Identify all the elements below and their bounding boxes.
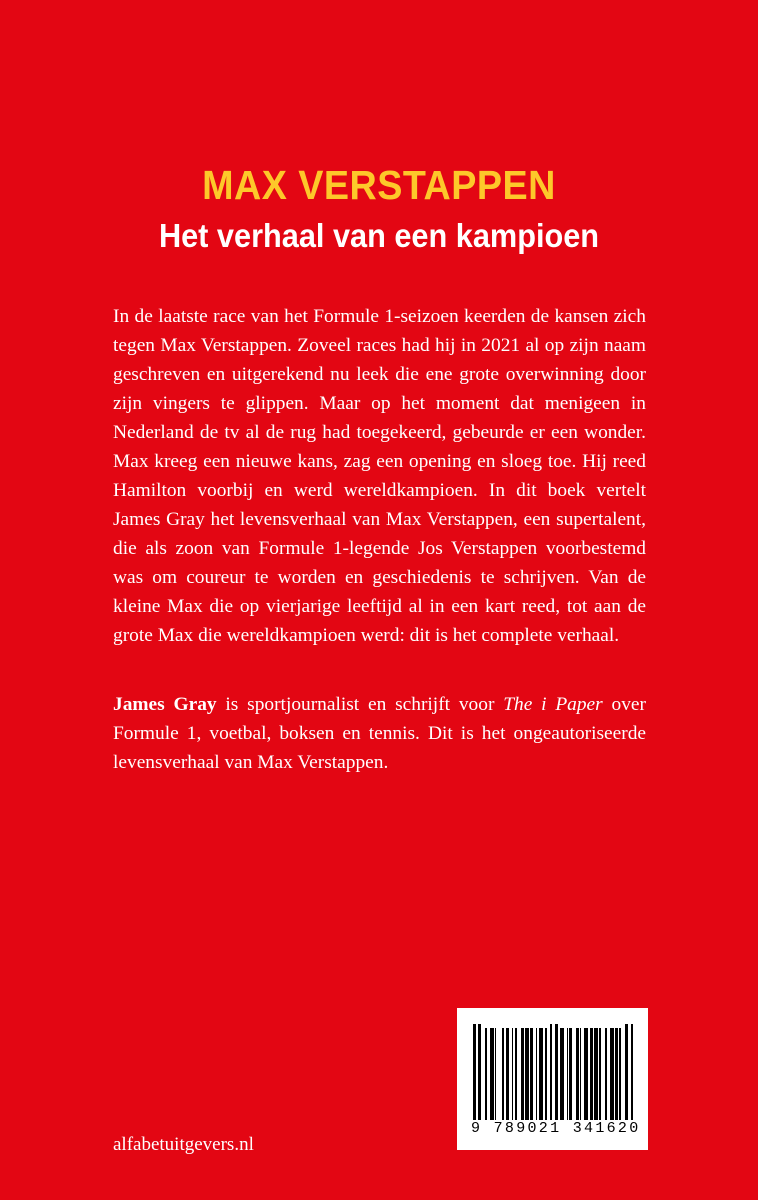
page-title: MAX VERSTAPPEN [202, 162, 556, 208]
publisher-url: alfabetuitgevers.nl [113, 1134, 254, 1155]
author-bio-text-after: over Formule 1, voetbal, boksen en tennis. Dit is het ongeautoriseerde levensverhaal van Max Verstappen. [113, 694, 646, 773]
barcode-digits: 9 789021 341620 [471, 1120, 641, 1137]
title-block [0, 162, 758, 256]
blurb-paragraph: In de laatste race van het Formule 1-seizoen keerden de kansen zich tegen Max Verstappen. Zoveel races had hij in 2021 al op zijn naam geschreven en uitgerekend nu leek die ene grote overwinning door zijn vingers te glippen. Maar op het moment dat menigeen in Nederland de tv al de rug had toegekeerd, gebeurde er een wonder. Max kreeg een nieuwe kans, zag een opening en sloeg toe. Hij reed Hamilton voorbij en werd wereldkampioen. In dit boek vertelt James Gray het levensverhaal van Max Verstappen, een supertalent, die als zoon van Formule 1-legende Jos Verstappen voorbestemd was om coureur te worden en geschiedenis te schrijven. Van de kleine Max die op vierjarige leeftijd al in een kart reed, tot aan de grote Max die wereldkampioen werd: dit is het complete verhaal. [113, 306, 646, 646]
page-subtitle: Het verhaal van een kampioen [158, 217, 600, 254]
publication-name: The i Paper [503, 694, 603, 715]
barcode-panel [457, 1008, 648, 1150]
author-name: James Gray [113, 694, 217, 715]
barcode-bar [631, 1024, 634, 1120]
author-bio-text-before: is sportjournalist en schrijft voor [216, 694, 504, 715]
barcode-bars [473, 1028, 633, 1120]
blurb-block [113, 302, 646, 777]
author-bio-paragraph [113, 690, 646, 777]
